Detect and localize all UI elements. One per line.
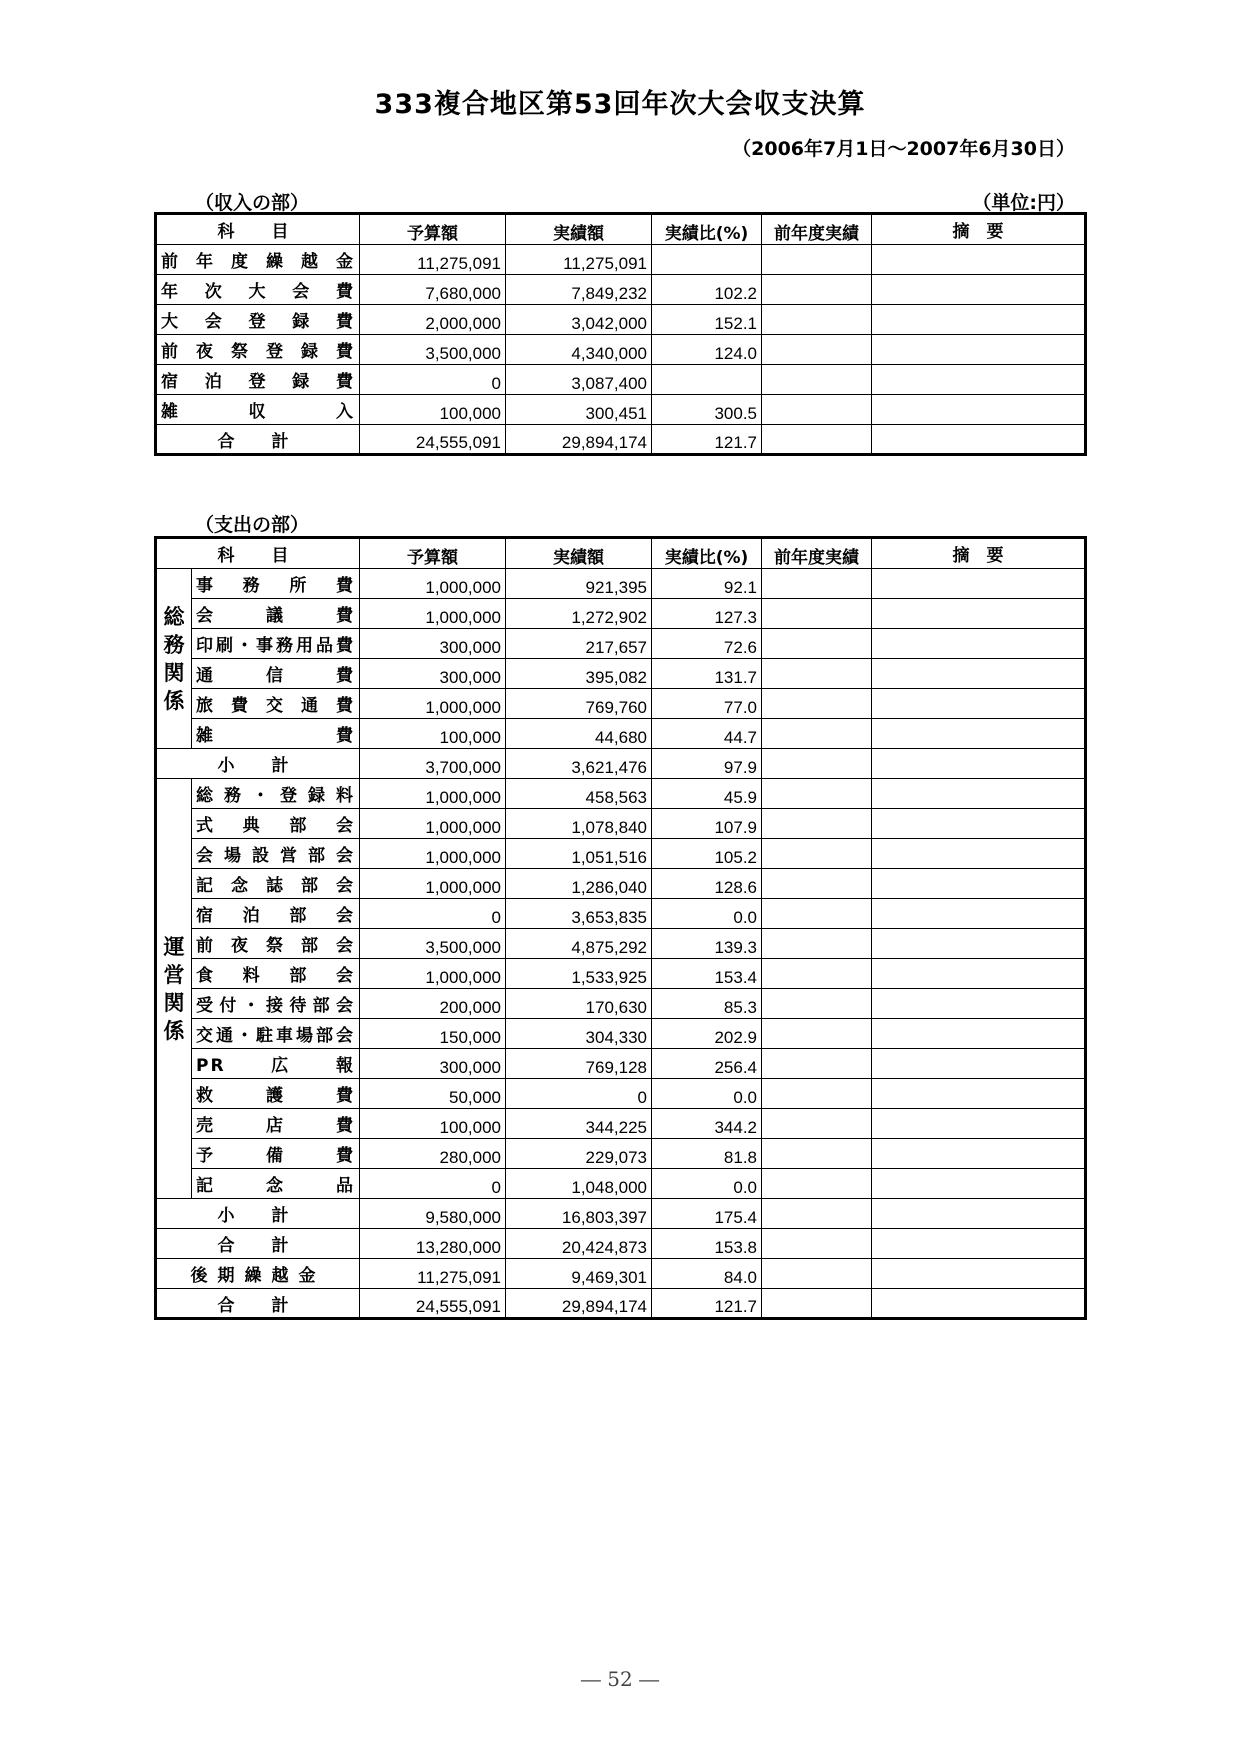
prev-year-cell	[762, 1169, 872, 1199]
header-subject: 科 目	[156, 538, 360, 569]
budget-cell: 300,000	[360, 659, 506, 689]
actual-cell: 29,894,174	[506, 425, 652, 455]
income-section-label: （収入の部）	[195, 192, 310, 214]
table-row	[156, 899, 1086, 929]
prev-year-cell	[762, 1019, 872, 1049]
actual-cell: 20,424,873	[506, 1229, 652, 1259]
ratio-cell: 153.4	[652, 959, 762, 989]
budget-cell: 1,000,000	[360, 689, 506, 719]
ratio-cell: 139.3	[652, 929, 762, 959]
ratio-cell: 153.8	[652, 1229, 762, 1259]
prev-year-cell	[762, 689, 872, 719]
notes-cell	[872, 809, 1086, 839]
budget-cell: 200,000	[360, 989, 506, 1019]
actual-cell: 1,078,840	[506, 809, 652, 839]
ratio-cell: 300.5	[652, 395, 762, 425]
prev-year-cell	[762, 335, 872, 365]
notes-cell	[872, 779, 1086, 809]
header-budget: 予算額	[360, 538, 506, 569]
subtotal-row	[156, 1199, 1086, 1229]
ratio-cell: 92.1	[652, 569, 762, 599]
ratio-cell: 175.4	[652, 1199, 762, 1229]
header-budget: 予算額	[360, 214, 506, 245]
actual-cell: 1,272,902	[506, 599, 652, 629]
actual-cell: 11,275,091	[506, 245, 652, 275]
budget-cell: 0	[360, 899, 506, 929]
actual-cell: 1,286,040	[506, 869, 652, 899]
ratio-cell: 81.8	[652, 1139, 762, 1169]
prev-year-cell	[762, 395, 872, 425]
prev-year-cell	[762, 245, 872, 275]
actual-cell: 3,621,476	[506, 749, 652, 779]
actual-cell: 4,875,292	[506, 929, 652, 959]
table-row	[156, 365, 1086, 395]
ratio-cell: 85.3	[652, 989, 762, 1019]
notes-cell	[872, 1199, 1086, 1229]
prev-year-cell	[762, 749, 872, 779]
budget-cell: 1,000,000	[360, 959, 506, 989]
subject-cell: 宿泊登録費	[156, 365, 360, 395]
subject-cell: 式典部会	[192, 809, 360, 839]
ratio-cell: 152.1	[652, 305, 762, 335]
income-total-row	[156, 425, 1086, 455]
actual-cell: 7,849,232	[506, 275, 652, 305]
grand-total-row	[156, 1289, 1086, 1319]
actual-cell: 344,225	[506, 1109, 652, 1139]
table-row	[156, 809, 1086, 839]
subject-cell: 前夜祭部会	[192, 929, 360, 959]
subject-cell: 前夜祭登録費	[156, 335, 360, 365]
total-label: 合 計	[156, 1229, 360, 1259]
subject-cell: 大会登録費	[156, 305, 360, 335]
actual-cell: 1,048,000	[506, 1169, 652, 1199]
income-header-row	[156, 214, 1086, 245]
table-row	[156, 839, 1086, 869]
notes-cell	[872, 929, 1086, 959]
subject-cell: 通信費	[192, 659, 360, 689]
unit-label: （単位:円）	[972, 192, 1075, 214]
subject-cell: 雑費	[192, 719, 360, 749]
header-ratio: 実績比(%)	[652, 214, 762, 245]
notes-cell	[872, 839, 1086, 869]
prev-year-cell	[762, 365, 872, 395]
prev-year-cell	[762, 839, 872, 869]
header-actual: 実績額	[506, 538, 652, 569]
table-row	[156, 719, 1086, 749]
budget-cell: 300,000	[360, 1049, 506, 1079]
prev-year-cell	[762, 1289, 872, 1319]
notes-cell	[872, 629, 1086, 659]
notes-cell	[872, 1079, 1086, 1109]
budget-cell: 1,000,000	[360, 569, 506, 599]
prev-year-cell	[762, 275, 872, 305]
table-row	[156, 659, 1086, 689]
page-number: ― 52 ―	[580, 1667, 660, 1691]
table-row	[156, 1019, 1086, 1049]
budget-cell: 13,280,000	[360, 1229, 506, 1259]
prev-year-cell	[762, 1229, 872, 1259]
total-label: 合 計	[156, 425, 360, 455]
budget-cell: 7,680,000	[360, 275, 506, 305]
ratio-cell: 0.0	[652, 1169, 762, 1199]
ratio-cell: 121.7	[652, 425, 762, 455]
prev-year-cell	[762, 1139, 872, 1169]
actual-cell: 395,082	[506, 659, 652, 689]
budget-cell: 3,500,000	[360, 929, 506, 959]
ratio-cell: 44.7	[652, 719, 762, 749]
actual-cell: 921,395	[506, 569, 652, 599]
table-row	[156, 869, 1086, 899]
ratio-cell: 128.6	[652, 869, 762, 899]
prev-year-cell	[762, 779, 872, 809]
actual-cell: 229,073	[506, 1139, 652, 1169]
prev-year-cell	[762, 869, 872, 899]
budget-cell: 11,275,091	[360, 245, 506, 275]
table-row	[156, 245, 1086, 275]
notes-cell	[872, 1229, 1086, 1259]
budget-cell: 1,000,000	[360, 599, 506, 629]
expense-total-row	[156, 1229, 1086, 1259]
table-row	[156, 629, 1086, 659]
table-row	[156, 305, 1086, 335]
prev-year-cell	[762, 569, 872, 599]
group-char: 関	[163, 990, 185, 1015]
notes-cell	[872, 1139, 1086, 1169]
header-subject: 科 目	[156, 214, 360, 245]
ratio-cell: 105.2	[652, 839, 762, 869]
actual-cell: 16,803,397	[506, 1199, 652, 1229]
table-row	[156, 275, 1086, 305]
subject-cell: 売店費	[192, 1109, 360, 1139]
notes-cell	[872, 569, 1086, 599]
budget-cell: 150,000	[360, 1019, 506, 1049]
table-row	[156, 1109, 1086, 1139]
prev-year-cell	[762, 809, 872, 839]
budget-cell: 1,000,000	[360, 869, 506, 899]
subject-cell: 交通・駐車場部会	[192, 1019, 360, 1049]
table-row	[156, 689, 1086, 719]
actual-cell: 769,760	[506, 689, 652, 719]
page-title: 333複合地区第53回年次大会収支決算	[374, 89, 866, 120]
actual-cell: 769,128	[506, 1049, 652, 1079]
actual-cell: 0	[506, 1079, 652, 1109]
ratio-cell: 97.9	[652, 749, 762, 779]
notes-cell	[872, 1289, 1086, 1319]
notes-cell	[872, 305, 1086, 335]
actual-cell: 9,469,301	[506, 1259, 652, 1289]
prev-year-cell	[762, 1109, 872, 1139]
prev-year-cell	[762, 1199, 872, 1229]
table-row	[156, 929, 1086, 959]
ratio-cell: 102.2	[652, 275, 762, 305]
ratio-cell: 124.0	[652, 335, 762, 365]
actual-cell: 1,051,516	[506, 839, 652, 869]
subject-cell: 記念品	[192, 1169, 360, 1199]
notes-cell	[872, 1259, 1086, 1289]
ratio-cell: 0.0	[652, 899, 762, 929]
budget-cell: 1,000,000	[360, 779, 506, 809]
budget-cell: 100,000	[360, 1109, 506, 1139]
subject-cell: PR広報	[192, 1049, 360, 1079]
actual-cell: 3,042,000	[506, 305, 652, 335]
subject-cell: 宿泊部会	[192, 899, 360, 929]
subject-cell: 総務・登録料	[192, 779, 360, 809]
budget-cell: 3,700,000	[360, 749, 506, 779]
subtotal-label: 小 計	[156, 1199, 360, 1229]
subtotal-row	[156, 749, 1086, 779]
actual-cell: 1,533,925	[506, 959, 652, 989]
notes-cell	[872, 989, 1086, 1019]
expense-table	[154, 536, 1087, 1320]
ratio-cell: 121.7	[652, 1289, 762, 1319]
subject-cell: 年次大会費	[156, 275, 360, 305]
ratio-cell: 107.9	[652, 809, 762, 839]
income-table	[154, 212, 1087, 456]
ratio-cell: 0.0	[652, 1079, 762, 1109]
prev-year-cell	[762, 959, 872, 989]
ratio-cell: 256.4	[652, 1049, 762, 1079]
actual-cell: 304,330	[506, 1019, 652, 1049]
prev-year-cell	[762, 1079, 872, 1109]
carryover-row	[156, 1259, 1086, 1289]
budget-cell: 2,000,000	[360, 305, 506, 335]
header-ratio: 実績比(%)	[652, 538, 762, 569]
ratio-cell: 77.0	[652, 689, 762, 719]
prev-year-cell	[762, 659, 872, 689]
notes-cell	[872, 749, 1086, 779]
budget-cell: 3,500,000	[360, 335, 506, 365]
expense-header-row	[156, 538, 1086, 569]
table-row	[156, 395, 1086, 425]
grand_total-label: 合 計	[156, 1289, 360, 1319]
group-char: 営	[163, 962, 185, 987]
notes-cell	[872, 1019, 1086, 1049]
subject-cell: 印刷・事務用品費	[192, 629, 360, 659]
ratio-cell: 131.7	[652, 659, 762, 689]
subject-cell: 記念誌部会	[192, 869, 360, 899]
group-char: 係	[163, 1018, 185, 1043]
notes-cell	[872, 425, 1086, 455]
table-row	[156, 569, 1086, 599]
actual-cell: 4,340,000	[506, 335, 652, 365]
budget-cell: 0	[360, 1169, 506, 1199]
subtotal-label: 小 計	[156, 749, 360, 779]
ratio-cell: 344.2	[652, 1109, 762, 1139]
group-label-operations	[156, 779, 192, 1199]
header-notes: 摘 要	[872, 214, 1086, 245]
actual-cell: 458,563	[506, 779, 652, 809]
subject-cell: 事務所費	[192, 569, 360, 599]
notes-cell	[872, 275, 1086, 305]
ratio-cell: 202.9	[652, 1019, 762, 1049]
table-row	[156, 779, 1086, 809]
actual-cell: 3,087,400	[506, 365, 652, 395]
notes-cell	[872, 1049, 1086, 1079]
actual-cell: 170,630	[506, 989, 652, 1019]
notes-cell	[872, 659, 1086, 689]
group-char: 総	[163, 604, 185, 629]
header-prev: 前年度実績	[762, 538, 872, 569]
notes-cell	[872, 689, 1086, 719]
table-row	[156, 1049, 1086, 1079]
notes-cell	[872, 1169, 1086, 1199]
subject-cell: 予備費	[192, 1139, 360, 1169]
header-notes: 摘 要	[872, 538, 1086, 569]
ratio-cell	[652, 365, 762, 395]
budget-cell: 100,000	[360, 719, 506, 749]
budget-cell: 100,000	[360, 395, 506, 425]
carryover-label: 後期繰越金	[156, 1259, 360, 1289]
group-char: 運	[163, 934, 185, 959]
prev-year-cell	[762, 899, 872, 929]
notes-cell	[872, 719, 1086, 749]
prev-year-cell	[762, 1049, 872, 1079]
ratio-cell: 84.0	[652, 1259, 762, 1289]
ratio-cell: 45.9	[652, 779, 762, 809]
budget-cell: 280,000	[360, 1139, 506, 1169]
budget-cell: 11,275,091	[360, 1259, 506, 1289]
notes-cell	[872, 395, 1086, 425]
ratio-cell: 72.6	[652, 629, 762, 659]
ratio-cell	[652, 245, 762, 275]
notes-cell	[872, 245, 1086, 275]
notes-cell	[872, 335, 1086, 365]
subject-cell: 会場設営部会	[192, 839, 360, 869]
header-actual: 実績額	[506, 214, 652, 245]
actual-cell: 29,894,174	[506, 1289, 652, 1319]
fiscal-period: （2006年7月1日～2007年6月30日）	[732, 138, 1075, 160]
notes-cell	[872, 869, 1086, 899]
budget-cell: 1,000,000	[360, 809, 506, 839]
subject-cell: 救護費	[192, 1079, 360, 1109]
subject-cell: 食料部会	[192, 959, 360, 989]
actual-cell: 44,680	[506, 719, 652, 749]
budget-cell: 50,000	[360, 1079, 506, 1109]
subject-cell: 会議費	[192, 599, 360, 629]
budget-cell: 24,555,091	[360, 1289, 506, 1319]
notes-cell	[872, 599, 1086, 629]
actual-cell: 217,657	[506, 629, 652, 659]
prev-year-cell	[762, 1259, 872, 1289]
prev-year-cell	[762, 599, 872, 629]
table-row	[156, 989, 1086, 1019]
group-label-general	[156, 569, 192, 749]
prev-year-cell	[762, 425, 872, 455]
notes-cell	[872, 365, 1086, 395]
subject-cell: 旅費交通費	[192, 689, 360, 719]
actual-cell: 3,653,835	[506, 899, 652, 929]
notes-cell	[872, 1109, 1086, 1139]
budget-cell: 9,580,000	[360, 1199, 506, 1229]
group-char: 務	[163, 632, 185, 657]
table-row	[156, 1139, 1086, 1169]
notes-cell	[872, 899, 1086, 929]
actual-cell: 300,451	[506, 395, 652, 425]
prev-year-cell	[762, 719, 872, 749]
budget-cell: 24,555,091	[360, 425, 506, 455]
prev-year-cell	[762, 305, 872, 335]
subject-cell: 受付・接待部会	[192, 989, 360, 1019]
budget-cell: 300,000	[360, 629, 506, 659]
subject-cell: 雑収入	[156, 395, 360, 425]
table-row	[156, 599, 1086, 629]
notes-cell	[872, 959, 1086, 989]
group-char: 係	[163, 688, 185, 713]
ratio-cell: 127.3	[652, 599, 762, 629]
group-char: 関	[163, 660, 185, 685]
prev-year-cell	[762, 629, 872, 659]
header-prev: 前年度実績	[762, 214, 872, 245]
budget-cell: 0	[360, 365, 506, 395]
prev-year-cell	[762, 989, 872, 1019]
table-row	[156, 1169, 1086, 1199]
subject-cell: 前年度繰越金	[156, 245, 360, 275]
table-row	[156, 335, 1086, 365]
table-row	[156, 959, 1086, 989]
prev-year-cell	[762, 929, 872, 959]
expense-section-label: （支出の部）	[195, 514, 310, 536]
table-row	[156, 1079, 1086, 1109]
budget-cell: 1,000,000	[360, 839, 506, 869]
